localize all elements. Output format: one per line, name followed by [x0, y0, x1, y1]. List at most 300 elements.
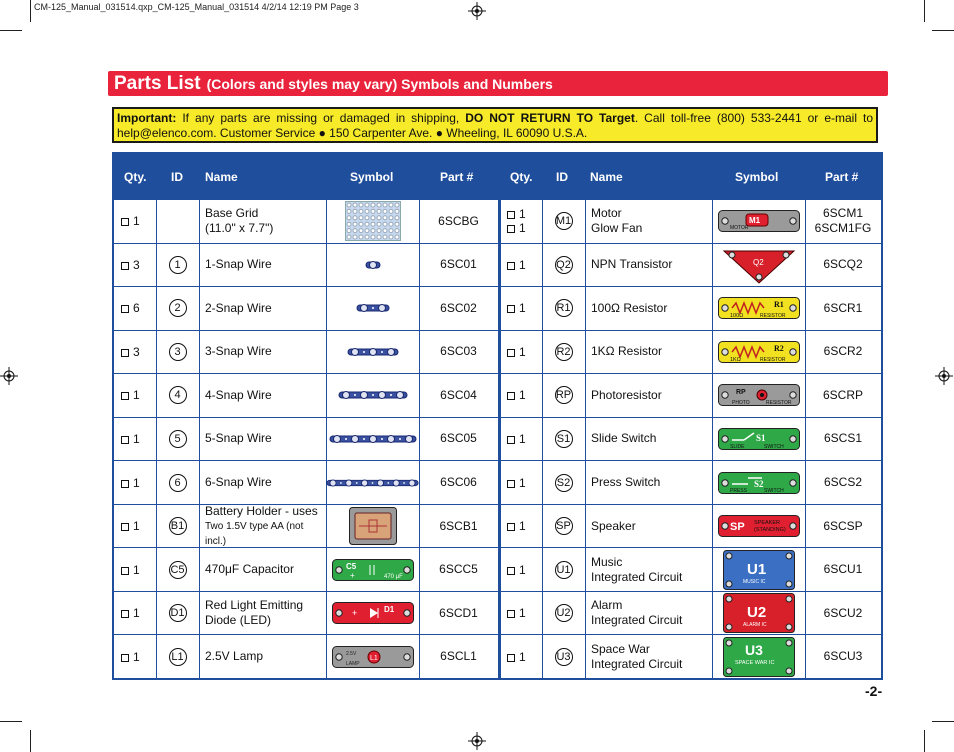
notice-bold: DO NOT RETURN TO Target	[465, 111, 635, 125]
resistor-r2-icon	[712, 331, 805, 374]
slide-switch-icon	[712, 418, 805, 461]
svg-text:U1: U1	[746, 560, 766, 578]
table-row	[114, 199, 498, 243]
name-cell	[199, 592, 326, 635]
important-notice	[112, 107, 878, 143]
part-id-badge: M1	[555, 212, 573, 230]
part-name: 1-Snap Wire	[205, 257, 272, 272]
qty-line	[507, 563, 526, 577]
part-name: 1KΩ Resistor	[591, 344, 662, 359]
part-number: 6SCSP	[823, 518, 863, 533]
crop-mark	[932, 721, 954, 722]
header-symbol: Symbol	[350, 170, 394, 184]
part-name: NPN Transistor	[591, 257, 673, 272]
qty-value: 1	[519, 519, 526, 534]
qty-cell	[121, 592, 156, 635]
name-cell	[199, 548, 326, 591]
checkbox-icon[interactable]	[507, 211, 515, 219]
part-number-cell	[419, 287, 498, 330]
table-header	[114, 154, 498, 199]
capacitor-icon	[326, 548, 419, 591]
checkbox-icon[interactable]	[507, 436, 515, 444]
qty-cell	[121, 244, 156, 287]
part-name: Integrated Circuit	[591, 613, 683, 628]
svg-text:+: +	[351, 608, 357, 619]
svg-text:RESISTOR: RESISTOR	[759, 356, 785, 363]
svg-text:PHOTO: PHOTO	[731, 400, 750, 407]
id-cell	[156, 331, 199, 374]
page-title: Parts List	[114, 73, 201, 94]
table-row	[114, 417, 498, 461]
part-number: 6SCS1	[823, 431, 863, 446]
header-id: ID	[556, 170, 568, 184]
qty-value: 6	[133, 301, 140, 316]
checkbox-icon[interactable]	[507, 392, 515, 400]
qty-line	[121, 519, 140, 533]
qty-line	[121, 650, 140, 664]
qty-line	[121, 214, 140, 228]
svg-text:MUSIC IC: MUSIC IC	[742, 578, 765, 585]
part-number: 6SCD1	[439, 605, 478, 620]
name-cell	[585, 418, 712, 461]
name-cell	[585, 287, 712, 330]
table-row	[114, 634, 498, 678]
qty-cell	[507, 418, 542, 461]
part-name: Press Switch	[591, 475, 661, 490]
svg-text:RESISTOR: RESISTOR	[759, 313, 785, 320]
part-name: Photoresistor	[591, 387, 662, 402]
part-number: 6SCU3	[823, 649, 863, 664]
qty-value: 3	[133, 344, 140, 359]
name-cell	[585, 635, 712, 678]
part-number-cell	[805, 200, 881, 243]
qty-value: 1	[519, 606, 526, 621]
table-row	[500, 504, 881, 548]
part-number: 6SC01	[440, 257, 477, 272]
id-cell	[156, 505, 199, 548]
id-cell	[156, 592, 199, 635]
table-row	[114, 286, 498, 330]
part-number-cell	[805, 331, 881, 374]
table-header	[500, 154, 881, 199]
checkbox-icon[interactable]	[507, 654, 515, 662]
part-id-badge: 5	[169, 430, 187, 448]
part-id-badge: RP	[555, 386, 573, 404]
part-number-cell	[419, 200, 498, 243]
part-number: 6SCR1	[823, 300, 863, 315]
name-cell	[199, 505, 326, 548]
part-number-cell	[419, 244, 498, 287]
svg-text:RP: RP	[735, 389, 746, 397]
qty-value: 1	[519, 388, 526, 403]
qty-value: 1	[519, 344, 526, 359]
table-row	[500, 199, 881, 243]
checkbox-icon[interactable]	[507, 567, 515, 575]
checkbox-icon[interactable]	[507, 262, 515, 270]
part-id-badge: R2	[555, 343, 573, 361]
part-number-cell	[805, 244, 881, 287]
part-name: Battery Holder - uses	[205, 503, 318, 518]
svg-text:MOTOR: MOTOR	[729, 225, 749, 232]
qty-line	[507, 650, 526, 664]
part-name: Space War	[591, 641, 650, 656]
title-bar	[108, 71, 888, 96]
qty-cell	[507, 374, 542, 417]
part-name: Red Light Emitting	[205, 598, 304, 613]
part-number-cell	[419, 461, 498, 504]
part-name: (11.0" x 7.7")	[205, 221, 274, 236]
crop-mark	[924, 0, 925, 22]
table-row	[500, 460, 881, 504]
part-name: Motor	[591, 206, 622, 221]
crop-mark	[0, 30, 22, 31]
svg-text:U3: U3	[744, 641, 763, 658]
checkbox-icon[interactable]	[121, 610, 129, 618]
svg-text:C5: C5	[345, 561, 356, 571]
table-row	[114, 460, 498, 504]
part-id-badge: 2	[169, 299, 187, 317]
qty-value: 1	[519, 221, 526, 236]
svg-text:SPEAKER: SPEAKER	[753, 520, 780, 527]
part-number-cell	[805, 461, 881, 504]
resistor-r1-icon	[712, 287, 805, 330]
qty-value: 3	[133, 257, 140, 272]
qty-line	[121, 563, 140, 577]
part-number: 6SCRP	[822, 387, 863, 402]
ic-u3-icon	[712, 635, 805, 678]
base-grid-icon	[326, 200, 419, 243]
part-id-badge: L1	[169, 648, 187, 666]
svg-text:M1: M1	[748, 216, 760, 226]
checkbox-icon[interactable]	[121, 349, 129, 357]
qty-value: 1	[133, 475, 140, 490]
svg-text:ALARM IC: ALARM IC	[742, 622, 767, 629]
qty-line	[507, 345, 526, 359]
qty-value: 1	[519, 257, 526, 272]
part-id-badge: D1	[169, 604, 187, 622]
id-cell	[542, 200, 585, 243]
qty-line	[121, 606, 140, 620]
part-name: Glow Fan	[591, 221, 643, 236]
checkbox-icon[interactable]	[507, 480, 515, 488]
header-name: Name	[205, 170, 238, 184]
part-number-cell	[419, 635, 498, 678]
checkbox-icon[interactable]	[121, 654, 129, 662]
svg-text:R1: R1	[773, 300, 784, 310]
id-cell	[156, 461, 199, 504]
crop-mark	[30, 730, 31, 752]
part-number-cell	[805, 592, 881, 635]
snap-5-icon	[326, 418, 419, 461]
svg-text:U2: U2	[746, 604, 766, 622]
qty-cell	[507, 244, 542, 287]
page-number: -2-	[865, 683, 883, 699]
id-cell	[156, 244, 199, 287]
snap-2-icon	[326, 287, 419, 330]
qty-line	[121, 476, 140, 490]
id-cell	[156, 418, 199, 461]
qty-cell	[507, 505, 542, 548]
part-name: Diode (LED)	[205, 613, 272, 628]
part-id-badge: SP	[555, 517, 573, 535]
id-cell	[542, 331, 585, 374]
name-cell	[199, 331, 326, 374]
qty-value: 1	[133, 519, 140, 534]
notice-lead: Important:	[117, 111, 177, 125]
part-number: 6SCB1	[439, 518, 478, 533]
id-cell	[542, 287, 585, 330]
name-cell	[585, 374, 712, 417]
svg-text:2.5V: 2.5V	[345, 650, 356, 657]
checkbox-icon[interactable]	[507, 610, 515, 618]
qty-value: 1	[519, 562, 526, 577]
notice-text-2: . Call toll-free (800) 533-2441 or e-mail to help@elenco.com. Customer Service ● 150 Carpenter Ave. ● Wheeling, IL 60090 U.S.A.	[117, 111, 874, 140]
part-number-cell	[419, 548, 498, 591]
svg-text:D1: D1	[383, 605, 394, 615]
name-cell	[585, 331, 712, 374]
table-row	[500, 417, 881, 461]
qty-cell	[507, 592, 542, 635]
qty-cell	[121, 331, 156, 374]
checkbox-icon[interactable]	[121, 567, 129, 575]
name-cell	[199, 635, 326, 678]
part-number-cell	[805, 505, 881, 548]
qty-value: 1	[133, 649, 140, 664]
part-number: 6SCM1FG	[814, 221, 872, 236]
table-row	[114, 330, 498, 374]
svg-text:SLIDE: SLIDE	[729, 443, 744, 450]
qty-line	[507, 432, 526, 446]
name-cell	[585, 461, 712, 504]
part-number-cell	[419, 374, 498, 417]
qty-value: 1	[519, 431, 526, 446]
part-id-badge: R1	[555, 299, 573, 317]
part-id-badge: U1	[555, 561, 573, 579]
part-number: 6SC03	[440, 344, 477, 359]
id-cell	[542, 244, 585, 287]
qty-cell	[121, 374, 156, 417]
svg-text:RESISTOR: RESISTOR	[765, 400, 791, 407]
name-cell	[199, 374, 326, 417]
id-cell	[542, 374, 585, 417]
part-id-badge: 3	[169, 343, 187, 361]
header-qty: Qty.	[124, 170, 147, 184]
print-header: CM-125_Manual_031514.qxp_CM-125_Manual_031514 4/2/14 12:19 PM Page 3	[34, 2, 359, 12]
table-row	[500, 547, 881, 591]
snap-6-icon	[326, 461, 419, 504]
qty-cell	[121, 200, 156, 243]
svg-text:PRESS: PRESS	[729, 487, 747, 494]
crop-mark	[0, 721, 22, 722]
qty-value: 1	[133, 214, 140, 229]
part-number: 6SCS2	[823, 475, 863, 490]
page-subtitle: (Colors and styles may vary) Symbols and Numbers	[206, 76, 553, 92]
part-name: 3-Snap Wire	[205, 344, 272, 359]
part-name: 4-Snap Wire	[205, 387, 272, 402]
id-cell	[542, 635, 585, 678]
part-name: 100Ω Resistor	[591, 300, 668, 315]
qty-cell	[507, 461, 542, 504]
part-id-badge: 4	[169, 386, 187, 404]
qty-cell	[507, 331, 542, 374]
name-cell	[585, 592, 712, 635]
qty-value: 1	[133, 388, 140, 403]
name-cell	[199, 287, 326, 330]
name-cell	[585, 505, 712, 548]
part-name: Music	[591, 554, 623, 569]
part-number: 6SCBG	[438, 213, 479, 228]
table-row	[114, 547, 498, 591]
header-part: Part #	[440, 170, 474, 184]
part-number-cell	[419, 505, 498, 548]
id-cell	[156, 548, 199, 591]
name-cell	[199, 200, 326, 243]
qty-value: 1	[519, 475, 526, 490]
part-number: 6SCL1	[440, 649, 477, 664]
name-cell	[585, 244, 712, 287]
registration-mark-icon	[468, 2, 486, 20]
parts-table-right	[500, 154, 881, 678]
part-number: 6SC05	[440, 431, 477, 446]
snap-3-icon	[326, 331, 419, 374]
qty-line	[507, 258, 526, 272]
speaker-icon	[712, 505, 805, 548]
qty-cell	[507, 200, 542, 243]
qty-value: 1	[519, 301, 526, 316]
qty-value: 1	[133, 431, 140, 446]
header-qty: Qty.	[510, 170, 533, 184]
ic-u2-icon	[712, 592, 805, 635]
table-row	[114, 504, 498, 548]
checkbox-icon[interactable]	[121, 305, 129, 313]
svg-text:LAMP: LAMP	[345, 660, 360, 667]
part-number-cell	[419, 331, 498, 374]
checkbox-icon[interactable]	[507, 349, 515, 357]
part-number-cell	[805, 548, 881, 591]
part-id-badge: Q2	[555, 256, 573, 274]
svg-text:1KΩ: 1KΩ	[729, 356, 741, 363]
part-number-cell	[805, 635, 881, 678]
part-name: Integrated Circuit	[591, 569, 683, 584]
registration-mark-icon	[468, 732, 486, 750]
qty-line	[121, 388, 140, 402]
battery-icon	[326, 505, 419, 548]
id-cell	[542, 592, 585, 635]
svg-text:S1: S1	[755, 432, 766, 443]
part-number: 6SC02	[440, 300, 477, 315]
checkbox-icon[interactable]	[121, 436, 129, 444]
id-cell	[542, 461, 585, 504]
svg-text:(STANDING): (STANDING)	[753, 527, 786, 534]
name-cell	[585, 200, 712, 243]
part-id-badge: 1	[169, 256, 187, 274]
notice-text-1: If any parts are missing or damaged in shipping,	[176, 111, 466, 125]
id-cell	[156, 635, 199, 678]
part-id-badge: S1	[555, 430, 573, 448]
part-id-badge: 6	[169, 474, 187, 492]
svg-text:+: +	[349, 570, 355, 580]
header-symbol: Symbol	[735, 170, 779, 184]
checkbox-icon[interactable]	[507, 523, 515, 531]
table-row	[500, 591, 881, 635]
press-switch-icon	[712, 461, 805, 504]
part-number: 6SCM1	[822, 206, 863, 221]
qty-line	[121, 345, 140, 359]
checkbox-icon[interactable]	[121, 262, 129, 270]
table-row	[500, 286, 881, 330]
qty-line	[121, 432, 140, 446]
parts-table-left	[114, 154, 498, 678]
qty-cell	[121, 505, 156, 548]
table-row	[114, 243, 498, 287]
svg-text:Q2: Q2	[752, 257, 764, 267]
photoresistor-icon	[712, 374, 805, 417]
qty-line	[121, 301, 140, 315]
part-number: 6SC06	[440, 475, 477, 490]
part-name: Slide Switch	[591, 431, 657, 446]
svg-text:S2: S2	[753, 478, 764, 489]
part-number-cell	[805, 418, 881, 461]
qty-cell	[507, 548, 542, 591]
checkbox-icon[interactable]	[121, 392, 129, 400]
crop-mark	[924, 730, 925, 752]
part-name: 470μF Capacitor	[205, 562, 294, 577]
qty-value: 1	[133, 562, 140, 577]
qty-line	[507, 207, 526, 221]
svg-text:SP: SP	[729, 521, 745, 534]
part-name: Integrated Circuit	[591, 656, 683, 671]
qty-cell	[121, 548, 156, 591]
table-row	[500, 634, 881, 678]
qty-value: 1	[133, 606, 140, 621]
svg-text:470 μF: 470 μF	[383, 573, 403, 580]
part-id-badge: C5	[169, 561, 187, 579]
parts-table	[112, 152, 883, 680]
id-cell	[542, 548, 585, 591]
qty-line	[507, 221, 526, 235]
crop-mark	[932, 30, 954, 31]
name-cell	[199, 244, 326, 287]
part-number-cell	[419, 418, 498, 461]
crop-mark	[30, 0, 31, 22]
header-name: Name	[590, 170, 623, 184]
qty-cell	[121, 461, 156, 504]
checkbox-icon[interactable]	[121, 523, 129, 531]
name-cell	[199, 418, 326, 461]
registration-mark-icon	[935, 367, 953, 385]
qty-value: 1	[519, 649, 526, 664]
part-number: 6SCQ2	[823, 257, 863, 272]
part-name: 5-Snap Wire	[205, 431, 272, 446]
checkbox-icon[interactable]	[121, 480, 129, 488]
checkbox-icon[interactable]	[507, 225, 515, 233]
name-cell	[199, 461, 326, 504]
part-name: 2.5V Lamp	[205, 649, 264, 664]
qty-line	[507, 476, 526, 490]
checkbox-icon[interactable]	[507, 305, 515, 313]
checkbox-icon[interactable]	[121, 218, 129, 226]
part-name: Speaker	[591, 518, 636, 533]
table-row	[500, 243, 881, 287]
led-icon	[326, 592, 419, 635]
snap-1-icon	[326, 244, 419, 287]
table-row	[500, 330, 881, 374]
part-number: 6SCR2	[823, 344, 863, 359]
id-cell	[542, 505, 585, 548]
id-cell	[156, 374, 199, 417]
part-name-note: Two 1.5V type AA (not incl.)	[205, 520, 304, 547]
part-name: Alarm	[591, 598, 623, 613]
